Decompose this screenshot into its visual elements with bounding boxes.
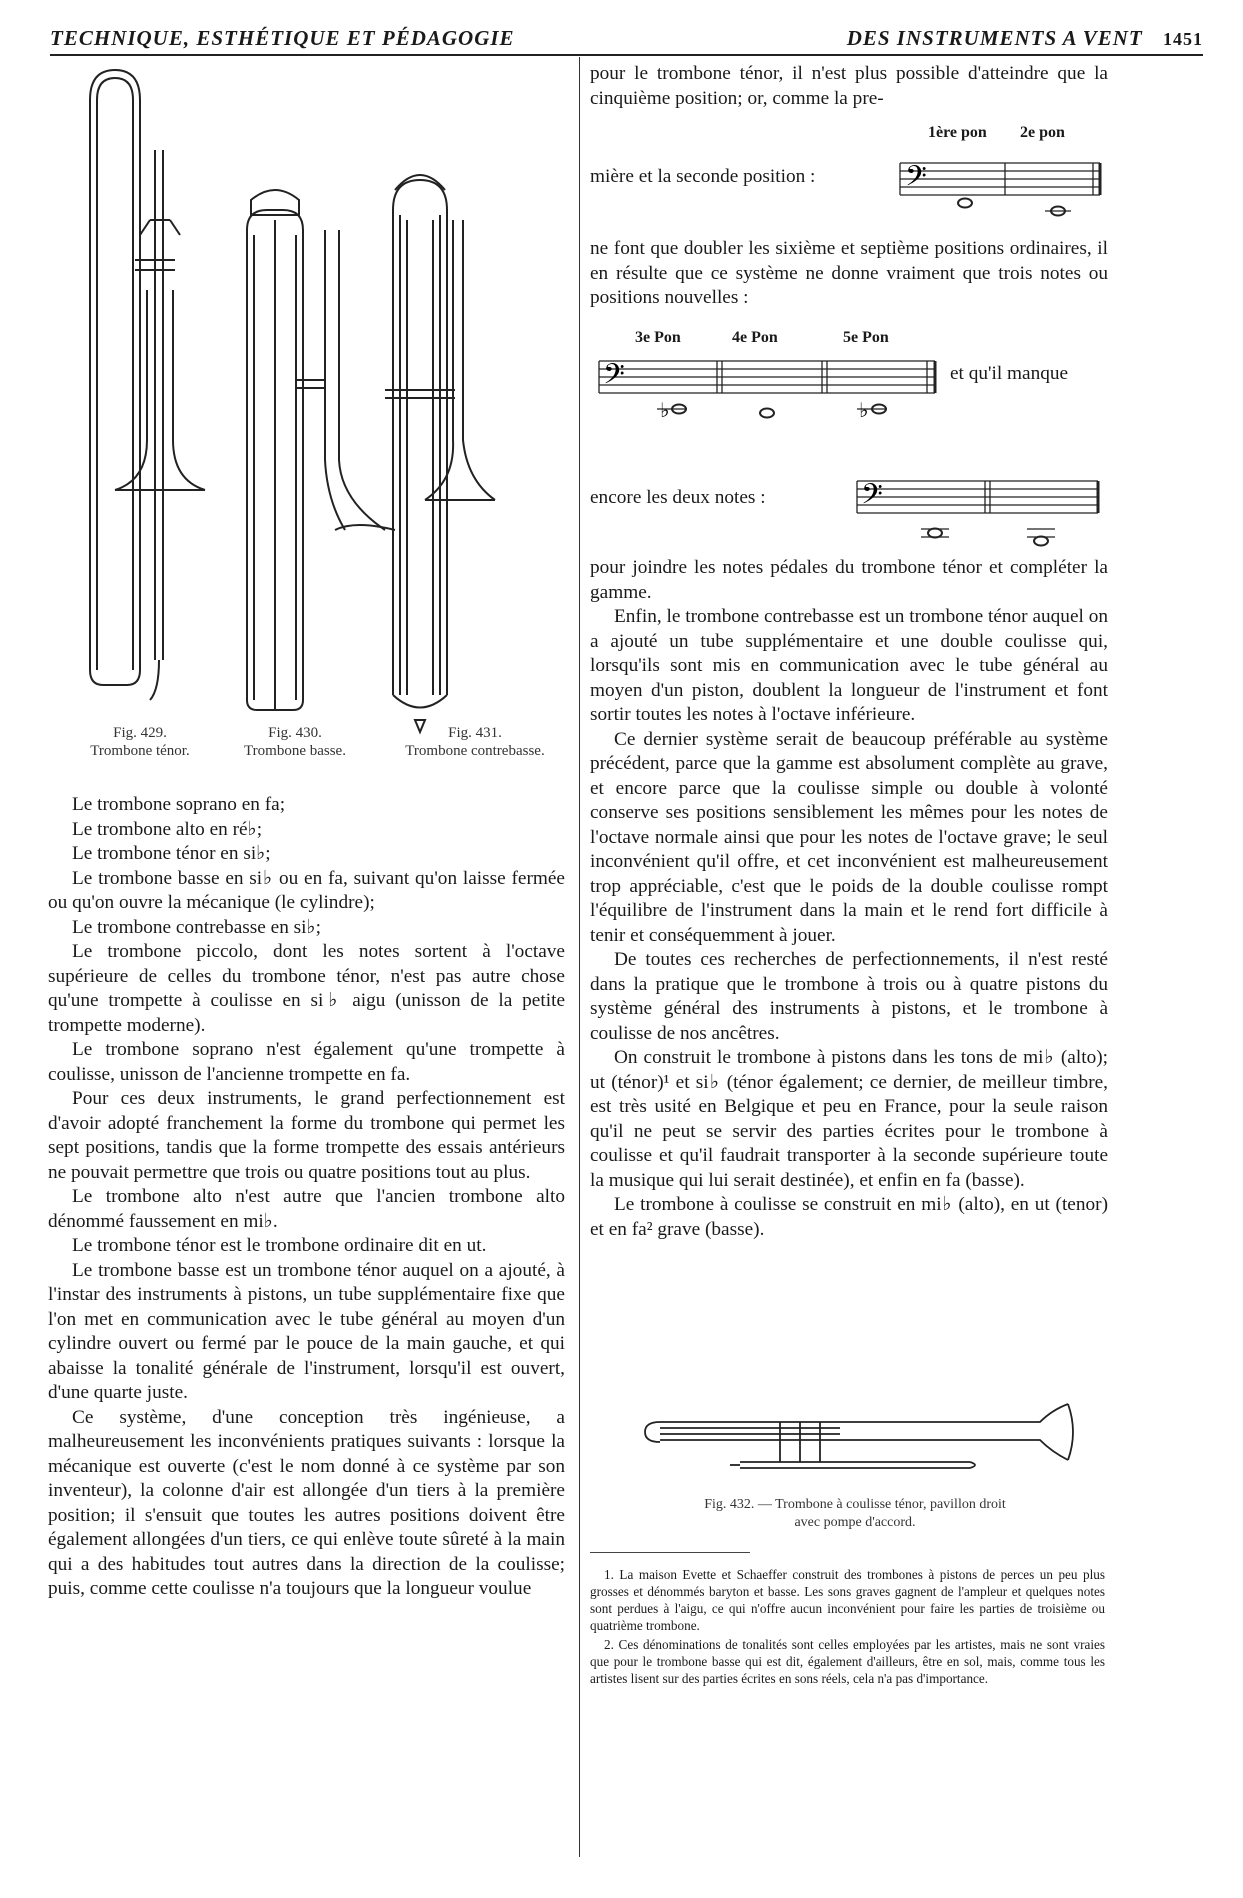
paragraph: Ce dernier système serait de beaucoup préférable au système précédent, parce que la gamme est absolument complète au grave, et encore parce que la coulisse simple ou double à volonté conserve ses positions sensiblement les mêmes pour les notes de l'octave normale ainsi que pour les notes de l'octave grave; le seul inconvénient qu'il offre, et cet inconvénient est malheureusement trop appréciable, c'est que le poids de la double coulisse rompt l'équilibre de l'instrument dans la main et le rend fort difficile à tenir et conséquemment à jouer. <box>590 728 1108 946</box>
paragraph: On construit le trombone à pistons dans les tons de mi♭ (alto); ut (ténor)¹ et si♭ (ténor également; ce dernier, de meilleur timbre, est très usité en Belgique et peu en France, pour la seule raison qu'il ne peut se servir des parties écrites pour le trombone à coulisse et qu'il faudrait transporter à la seconde supérieure toute la musique qui lui serait destinée), et enfin en fa (basse). <box>590 1047 1108 1191</box>
music-staff-3 <box>855 475 1100 547</box>
fig431-label: Trombone contrebasse. <box>405 743 545 759</box>
fig432-caption <box>610 1496 1100 1532</box>
header-right-text: DES INSTRUMENTS A VENT <box>846 26 1143 50</box>
left-column <box>48 793 565 1602</box>
music-staff-1 <box>895 155 1105 225</box>
right-intro <box>590 62 1108 111</box>
paragraph: Le trombone piccolo, dont les notes sortent à l'octave supérieure de celles du trombone ténor, n'est pas autre chose qu'une trompette à coulisse en si♭ aigu (unisson de la petite trompette moderne). <box>48 941 565 1036</box>
position-label: 3e Pon <box>635 329 681 346</box>
list-item: Le trombone alto en ré♭; <box>72 818 263 840</box>
fig431-caption <box>375 724 575 760</box>
fig432-caption-line: Fig. 432. — Trombone à coulisse ténor, pavillon droit <box>704 1497 1006 1512</box>
list-item: Le trombone basse en si♭ ou en fa, suivant qu'on laisse fermée ou qu'on ouvre la mécanique (le cylindre); <box>48 867 565 913</box>
svg-text:𝄢: 𝄢 <box>861 478 883 518</box>
right-line <box>590 165 890 190</box>
paragraph: Ce système, d'une conception très ingénieuse, a malheureusement les inconvénients pratiques suivants : lorsque la mécanique est ouverte (c'est le nom donné à ce système par son inventeur), la colonne d'air est allongée d'un tiers à la première position; il s'ensuit que toutes les autres positions doivent être également allongées d'un tiers, ce qui enlève toute sûreté à la main qui a des habitudes tout autres dans la direction de la coulisse; puis, comme cette coulisse n'a toujours que la longueur voulue <box>48 1406 565 1599</box>
paragraph: Le trombone à coulisse se construit en mi♭ (alto), en ut (tenor) et en fa² grave (basse). <box>590 1194 1108 1240</box>
position-label: 5e Pon <box>843 329 889 346</box>
paragraph: pour le trombone ténor, il n'est plus possible d'atteindre que la cinquième position; or, comme la pre- <box>590 63 1108 109</box>
footnote: 1. La maison Evette et Schaeffer construit des trombones à pistons de perces un peu plus grosses et dénommés baryton et basse. Les sons graves gagnent de l'ampleur et quelques notes sont perdues à l'aigu, ce qui n'offre aucun inconvénient pour faire les parties de troisième ou quatrième trombone. <box>590 1567 1105 1633</box>
running-header <box>50 24 1203 56</box>
page-number: 1451 <box>1163 29 1203 49</box>
fig429-caption <box>60 724 220 760</box>
paragraph: pour joindre les notes pédales du trombone ténor et compléter la gamme. <box>590 557 1108 603</box>
svg-text:𝄢: 𝄢 <box>603 358 625 398</box>
fig432-trombone <box>640 1402 1080 1492</box>
footnotes <box>590 1566 1105 1689</box>
column-divider <box>579 57 580 1857</box>
fig430-label: Trombone basse. <box>244 743 346 759</box>
svg-text:𝄢: 𝄢 <box>905 160 927 200</box>
header-right-title <box>847 26 1203 51</box>
fig432-caption-line: avec pompe d'accord. <box>794 1515 916 1530</box>
paragraph: Le trombone alto n'est autre que l'ancien trombone alto dénommé faussement en mi♭. <box>48 1186 565 1232</box>
paragraph: Enfin, le trombone contrebasse est un trombone ténor auquel on a ajouté un tube supplémentaire et une double coulisse qui, lorsqu'ils sont mis en communication avec le tube général au moyen d'un piston, doublent la longueur de l'instrument et font sortir toutes les notes à l'octave inférieure. <box>590 606 1108 725</box>
fig429-label: Trombone ténor. <box>90 743 190 759</box>
position-label: 1ère pon <box>928 124 987 141</box>
right-column-body <box>590 556 1108 1242</box>
text-line: encore les deux notes : <box>590 487 766 508</box>
fig431-number: Fig. 431. <box>448 725 502 741</box>
paragraph: Le trombone ténor est le trombone ordinaire dit en ut. <box>72 1235 487 1256</box>
right-line-b <box>950 362 1120 387</box>
right-para-a <box>590 237 1108 311</box>
position-label: 4e Pon <box>732 329 778 346</box>
header-left-title: TECHNIQUE, ESTHÉTIQUE ET PÉDAGOGIE <box>50 26 515 50</box>
fig430-number: Fig. 430. <box>268 725 322 741</box>
footnote-rule <box>590 1552 750 1553</box>
paragraph: ne font que doubler les sixième et septième positions ordinaires, il en résulte que ce système ne donne vraiment que trois notes ou positions nouvelles : <box>590 238 1108 308</box>
music-staff-2 <box>597 355 937 435</box>
footnote: 2. Ces dénominations de tonalités sont celles employées par les artistes, mais ne sont vraies que pour le trombone basse qui est dit, également d'ailleurs, être en sol, mais, comme tous les artistes lisent sur des parties écrites en sons réels, cela n'a pas d'importance. <box>590 1637 1105 1686</box>
paragraph: Le trombone soprano n'est également qu'une trompette à coulisse, unisson de l'ancienne trompette en fa. <box>48 1039 565 1085</box>
position-label: 2e pon <box>1020 124 1065 141</box>
fig430-caption <box>215 724 375 760</box>
svg-text:♭: ♭ <box>859 398 869 422</box>
paragraph: Le trombone basse est un trombone ténor auquel on a ajouté, à l'instar des instruments à pistons, un tube supplémentaire fixe que l'on met en communication avec le tube général au moyen d'un cylindre ouvert ou fermé par le pouce de la main gauche, et qui abaisse la tonalité générale de l'instrument, lorsqu'il est ouvert, d'une quarte juste. <box>48 1259 565 1403</box>
list-item: Le trombone contrebasse en si♭; <box>72 916 321 938</box>
paragraph: De toutes ces recherches de perfectionnements, il n'est resté dans la pratique que le trombone à trois ou à quatre pistons du système général des instruments à pistons, et le trombone à coulisse de nos ancêtres. <box>590 949 1108 1044</box>
list-item: Le trombone soprano en fa; <box>72 794 286 815</box>
right-line-c <box>590 486 860 511</box>
text-line: et qu'il manque <box>950 363 1069 384</box>
fig429-number: Fig. 429. <box>113 725 167 741</box>
paragraph: Pour ces deux instruments, le grand perfectionnement est d'avoir adopté franchement la forme du trombone qui permet les sept positions, tandis que la forme trompette des essais antérieurs ne pouvait permettre que trois ou quatre positions tout au plus. <box>48 1088 565 1183</box>
svg-text:♭: ♭ <box>660 398 670 422</box>
text-line: mière et la seconde position : <box>590 166 816 187</box>
trombone-figures <box>55 60 575 760</box>
list-item: Le trombone ténor en si♭; <box>72 843 271 864</box>
trombone-illustrations <box>55 60 575 760</box>
